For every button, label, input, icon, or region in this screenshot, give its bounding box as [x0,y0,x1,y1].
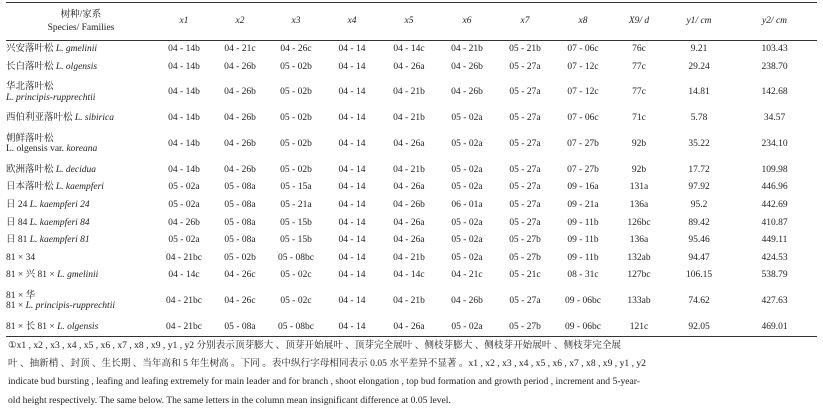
header-row [6,3,817,41]
data-cell: 126bc [627,217,651,228]
species-latin: L. gmelinii [57,270,99,281]
data-cell: 05 - 27a [509,113,541,124]
species-latin: L. olgensis [57,321,99,332]
data-cell: 04 - 26b [451,61,483,72]
data-cell: 76c [632,44,646,55]
header-x4: x4 [324,3,380,41]
data-cell: 449.11 [761,235,788,246]
data-cell: 05 - 27b [496,318,554,336]
header-x8: x8 [554,3,612,41]
data-cell: 05 - 08a [224,182,256,193]
data-cell: 04 - 14 [338,296,366,307]
data-table [6,2,817,337]
data-cell: 09 - 21a [567,200,599,211]
data-cell: 04 - 21b [451,44,483,55]
data-cell: 05 - 08a [224,217,256,228]
species-cell [6,127,156,161]
species-cell [6,249,156,267]
data-cell: 04 - 21bc [166,296,202,307]
data-cell: 07 - 27b [567,139,599,150]
data-cell: 04 - 26c [280,44,312,55]
data-cell: 04 - 26c [224,270,256,281]
species-line-1 [6,218,156,229]
data-cell: 05 - 02c [280,270,312,281]
data-cell: 07 - 06c [567,113,599,124]
species-line-1 [6,291,156,302]
header-x2: x2 [212,3,268,41]
data-cell: 04 - 21bc [156,318,212,336]
data-cell: 127bc [627,270,651,281]
data-cell: 05 - 02a [451,182,483,193]
data-cell: 09 - 16a [567,182,599,193]
data-cell: 05 - 02b [280,164,312,175]
data-cell: 131a [629,182,649,193]
data-cell: 04 - 26b [224,113,256,124]
note-line-3: indicate bud bursting , leafing and leafing extremely for main leader and for branch , shoot elongation , top bud formation and growth period , increment and 5-year- [8,376,640,388]
data-cell: 103.43 [761,44,788,55]
data-cell: 04 - 14 [338,113,366,124]
data-cell: 136a [629,235,649,246]
data-cell: 04 - 26a [380,318,438,336]
data-cell: 89.42 [688,217,710,228]
data-cell: 04 - 26b [224,139,256,150]
data-cell: 07 - 27b [567,164,599,175]
data-cell: 04 - 26b [224,61,256,72]
species-latin: L. kaempferi [55,182,104,193]
data-cell: 05 - 02a [451,252,483,263]
data-cell: 92b [631,139,647,150]
species-line-1 [6,44,156,55]
data-cell: 05 - 02a [438,318,496,336]
data-cell: 04 - 26b [224,87,256,98]
species-cell [6,318,156,336]
data-cell: 5.78 [690,113,708,124]
data-cell: 04 - 21b [393,296,425,307]
species-line-1 [6,182,156,193]
data-cell: 04 - 21c [451,270,483,281]
data-cell: 92.05 [666,318,732,336]
data-cell: 04 - 14 [338,235,366,246]
header-y1: y1/ cm [666,3,732,41]
header-x9: X9/ d [612,3,666,41]
data-cell: 05 - 02a [451,235,483,246]
data-cell: 05 - 27a [509,164,541,175]
data-cell: 05 - 21b [509,44,541,55]
data-cell: 04 - 21b [393,113,425,124]
data-cell: 04 - 26c [224,296,256,307]
species-line-1 [6,200,156,211]
data-cell: 05 - 08a [212,318,268,336]
species-name: 日 24 [6,200,30,211]
species-line-1 [6,235,156,246]
data-cell: 05 - 27b [509,235,541,246]
data-cell: 05 - 15a [280,182,312,193]
data-cell: 04 - 26a [393,139,425,150]
species-cell [6,232,156,250]
table-row [6,58,817,76]
species-line-1 [6,62,156,73]
note-line-1: ①x1 , x2 , x3 , x4 , x5 , x6 , x7 , x8 , x9 , y1 , y2 分别表示顶芽膨大 、顶芽开始展叶 、顶芽完全展叶 、侧枝芽膨大 、侧枝芽开始展叶 、侧枝芽完全展 [8,340,622,351]
data-cell: 04 - 14 [338,252,366,263]
header-x7: x7 [496,3,554,41]
data-cell: 427.63 [761,296,788,307]
header-x5: x5 [380,3,438,41]
table-row [6,267,817,285]
species-cell [6,110,156,128]
data-cell: 34.57 [763,113,786,124]
species-name: 81 × 华 [6,290,36,301]
data-cell: 133ab [627,296,651,307]
data-cell: 05 - 02b [280,139,312,150]
data-cell: 109.98 [761,164,788,175]
species-name: 华北落叶松 [6,82,54,93]
species-latin: L. sibirica [74,113,114,124]
data-cell: 07 - 12c [567,61,599,72]
header-x3: x3 [268,3,324,41]
species-cell [6,58,156,76]
data-cell: 538.79 [761,270,788,281]
header-y2: y2/ cm [732,3,817,41]
species-cell [6,161,156,179]
data-cell: 08 - 31c [567,270,599,281]
species-cell [6,267,156,285]
species-line-1 [6,134,156,145]
data-cell: 04 - 14c [393,270,425,281]
table-row [6,318,817,336]
data-cell: 04 - 26a [393,235,425,246]
data-cell: 77c [632,87,646,98]
data-cell: 09 - 06bc [554,318,612,336]
data-cell: 234.10 [761,139,788,150]
data-cell: 442.69 [761,200,788,211]
data-cell: 05 - 27a [509,296,541,307]
data-cell: 142.68 [761,87,788,98]
data-cell: 77c [632,61,646,72]
note-line-2: 叶 、抽新梢 、封顶 、生长期 、当年高和 5 年生树高 。下同 。表中纵行字母相同表示 0.05 水平差异不显著 。x1 , x2 , x3 , x4 , x5 , x6 , x7 , x8 , x9 , y1 , y2 [8,358,646,370]
data-cell: 04 - 21c [224,44,256,55]
species-line-1 [6,270,156,281]
species-line-1 [6,113,156,124]
species-line-2 [6,144,156,155]
species-latin-2: L. principis-rupprechtii [6,92,96,103]
data-cell: 04 - 26b [168,217,200,228]
data-cell: 71c [632,113,646,124]
data-cell: 06 - 01a [451,200,483,211]
data-cell: 04 - 26a [393,61,425,72]
data-cell: 04 - 14 [338,200,366,211]
species-line-1 [6,82,156,93]
table-row [6,41,817,59]
data-cell: 05 - 02b [280,113,312,124]
data-cell: 05 - 02a [451,164,483,175]
data-cell: 04 - 21b [393,252,425,263]
data-cell: 106.15 [685,270,713,281]
data-cell: 09 - 11b [567,252,599,263]
data-cell: 04 - 14 [338,87,366,98]
data-cell: 04 - 14b [168,139,200,150]
data-cell: 05 - 02a [451,217,483,228]
species-name: 81 × 兴 81 × [6,270,58,281]
species-name: 长白落叶松 [6,61,56,72]
data-cell: 05 - 02c [280,296,312,307]
species-latin: L. decidua [55,164,96,175]
data-cell: 04 - 26b [393,200,425,211]
data-cell: 04 - 14 [338,61,366,72]
species-name-2: 81 × [6,301,26,312]
data-cell: 05 - 08bc [268,318,324,336]
data-cell: 136a [629,200,649,211]
data-cell: 04 - 26a [393,217,425,228]
data-cell: 04 - 21bc [166,252,202,263]
data-cell: 07 - 12c [567,87,599,98]
data-cell: 05 - 02a [168,182,200,193]
species-line-2 [6,93,156,104]
data-cell: 04 - 14 [338,139,366,150]
header-x1: x1 [156,3,212,41]
species-name: 兴安落叶松 [6,44,56,55]
table-row [6,161,817,179]
data-cell: 05 - 27a [509,200,541,211]
data-cell: 05 - 02b [280,87,312,98]
species-name-2: L. olgensis var. [6,144,67,155]
species-name: 日 81 [6,235,30,246]
data-cell: 05 - 08a [224,235,256,246]
data-cell: 04 - 14 [338,182,366,193]
data-cell: 95.46 [688,235,710,246]
table-body [6,41,817,337]
data-cell: 05 - 27b [509,252,541,263]
data-cell: 05 - 02a [451,139,483,150]
data-cell: 74.62 [688,296,710,307]
data-cell: 469.01 [732,318,817,336]
data-cell: 04 - 14 [338,164,366,175]
data-cell: 446.96 [761,182,788,193]
data-cell: 09 - 06bc [565,296,601,307]
species-name: 欧洲落叶松 [6,164,56,175]
data-cell: 95.2 [690,200,708,211]
data-cell: 04 - 21b [393,164,425,175]
data-cell: 05 - 02a [168,200,200,211]
table-notes [8,337,816,410]
data-cell: 238.70 [761,61,788,72]
data-cell: 05 - 15b [280,217,312,228]
table-row [6,249,817,267]
species-name: 西伯利亚落叶松 [6,113,75,124]
data-cell: 04 - 14b [168,44,200,55]
data-cell: 05 - 27a [509,217,541,228]
data-cell: 05 - 27a [509,87,541,98]
data-cell: 04 - 26b [224,164,256,175]
species-latin: L. gmelinii [55,44,98,55]
data-cell: 04 - 21b [393,87,425,98]
data-cell: 05 - 02b [224,252,256,263]
table-row [6,110,817,128]
table-row [6,214,817,232]
data-cell: 04 - 14b [168,61,200,72]
species-line-1 [6,165,156,176]
data-cell: 29.24 [688,61,710,72]
species-line-2 [6,301,156,312]
data-cell: 9.21 [690,44,708,55]
species-latin-2: L. principis-rupprechtii [25,301,115,312]
data-cell: 04 - 26b [451,87,483,98]
table-row [6,232,817,250]
data-cell: 424.53 [761,252,788,263]
data-cell: 05 - 27a [509,182,541,193]
data-cell: 05 - 21c [509,270,541,281]
data-cell: 04 - 26b [451,296,483,307]
data-cell: 410.87 [761,217,788,228]
data-cell: 07 - 06c [567,44,599,55]
species-latin: L. kaempferi 84 [29,217,90,228]
species-cell [6,76,156,110]
data-cell: 04 - 14 [338,44,366,55]
species-cell [6,41,156,59]
data-cell: 05 - 21a [280,200,312,211]
data-cell: 05 - 02a [451,113,483,124]
data-cell: 132ab [627,252,651,263]
data-cell: 05 - 27a [509,61,541,72]
data-cell: 09 - 11b [567,217,599,228]
header-species [6,3,156,41]
data-cell: 94.47 [688,252,710,263]
data-cell: 05 - 15b [280,235,312,246]
data-cell: 121c [612,318,666,336]
note-line-4: old height respectively. The same below. The same letters in the column mean insignificant difference at 0.05 level. [8,394,451,406]
species-name: 81 × 34 [6,252,36,263]
header-species-cn: 树种/家系 [60,9,102,20]
data-cell: 35.22 [688,139,710,150]
species-name: 81 × 长 81 × [6,321,58,332]
data-cell: 04 - 14 [338,270,366,281]
data-cell: 05 - 02a [168,235,200,246]
data-cell: 97.92 [688,182,710,193]
data-cell: 92b [631,164,647,175]
species-cell [6,196,156,214]
species-name: 日 84 [6,217,30,228]
data-cell: 17.72 [688,164,710,175]
data-cell: 04 - 14b [168,113,200,124]
data-cell: 04 - 14c [393,44,425,55]
species-latin: L. kaempferi 24 [29,200,90,211]
data-cell: 05 - 08bc [278,252,314,263]
data-cell: 05 - 02b [280,61,312,72]
table-row [6,196,817,214]
species-cell [6,214,156,232]
data-cell: 04 - 26a [393,182,425,193]
data-cell: 04 - 14 [338,217,366,228]
species-line-1 [6,253,156,264]
table-row [6,127,817,161]
species-line-1 [6,322,156,333]
data-cell: 14.81 [688,87,710,98]
species-name: 日本落叶松 [6,182,56,193]
species-latin-2: koreana [66,144,98,155]
species-cell [6,284,156,318]
data-cell: 05 - 27a [509,139,541,150]
data-cell: 04 - 14b [168,87,200,98]
data-cell: 04 - 14 [324,318,380,336]
header-x6: x6 [438,3,496,41]
data-cell: 04 - 14c [168,270,200,281]
table-row [6,76,817,110]
species-cell [6,179,156,197]
table-row [6,284,817,318]
species-latin: L. kaempferi 81 [29,235,90,246]
data-cell: 09 - 11b [567,235,599,246]
data-cell: 05 - 08a [224,200,256,211]
table-row [6,179,817,197]
data-cell: 04 - 14b [168,164,200,175]
header-species-en: Species/ Families [47,22,115,33]
species-name: 朝鲜落叶松 [6,133,54,144]
species-latin: L. olgensis [55,61,98,72]
